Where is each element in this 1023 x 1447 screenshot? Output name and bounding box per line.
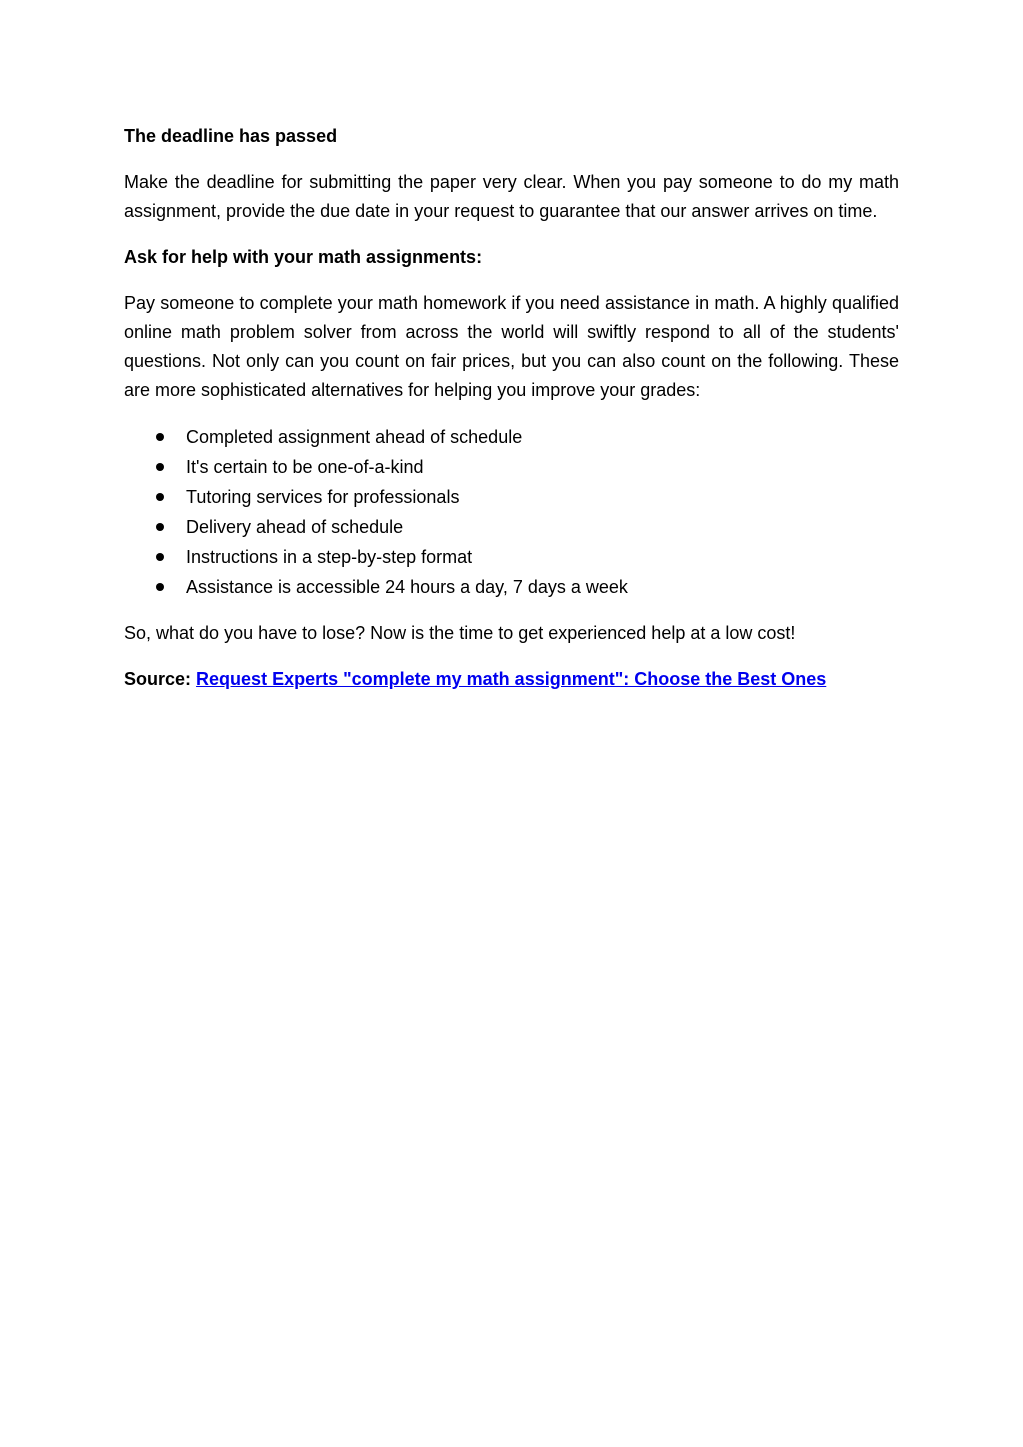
bullet-icon xyxy=(156,523,164,531)
heading-deadline: The deadline has passed xyxy=(124,126,338,146)
list-item-text: Delivery ahead of schedule xyxy=(186,517,404,537)
bullet-icon xyxy=(156,433,164,441)
list-item xyxy=(124,542,899,572)
paragraph-help: Pay someone to complete your math homework if you need assistance in math. A highly qualified online math problem solver from across the world will swiftly respond to all of the students' questions. Not only can you count on fair prices, but you can also count on the following. These are more sophisticated alternatives for helping you improve your grades: xyxy=(124,293,899,400)
list-item-text: Instructions in a step-by-step format xyxy=(186,547,473,567)
source-line xyxy=(124,665,899,694)
source-label: Source: xyxy=(124,669,192,689)
paragraph-deadline: Make the deadline for submitting the paper very clear. When you pay someone to do my math assignment, provide the due date in your request to guarantee that our answer arrives on time. xyxy=(124,172,899,221)
document-page xyxy=(124,122,899,694)
bullet-icon xyxy=(156,583,164,591)
bullet-icon xyxy=(156,463,164,471)
list-item xyxy=(124,512,899,542)
bullet-icon xyxy=(156,553,164,561)
list-item-text: Tutoring services for professionals xyxy=(186,487,460,507)
list-item-text: It's certain to be one-of-a-kind xyxy=(186,457,424,477)
list-item xyxy=(124,482,899,512)
list-item-text: Completed assignment ahead of schedule xyxy=(186,427,523,447)
source-link[interactable]: Request Experts "complete my math assignment": Choose the Best Ones xyxy=(196,669,827,689)
paragraph-closing: So, what do you have to lose? Now is the time to get experienced help at a low cost! xyxy=(124,623,796,643)
bullet-icon xyxy=(156,493,164,501)
list-item-text: Assistance is accessible 24 hours a day, 7 days a week xyxy=(186,577,628,597)
list-item xyxy=(124,452,899,482)
list-item xyxy=(124,572,899,602)
benefits-list xyxy=(124,422,899,602)
heading-help: Ask for help with your math assignments: xyxy=(124,247,483,267)
list-item xyxy=(124,422,899,452)
